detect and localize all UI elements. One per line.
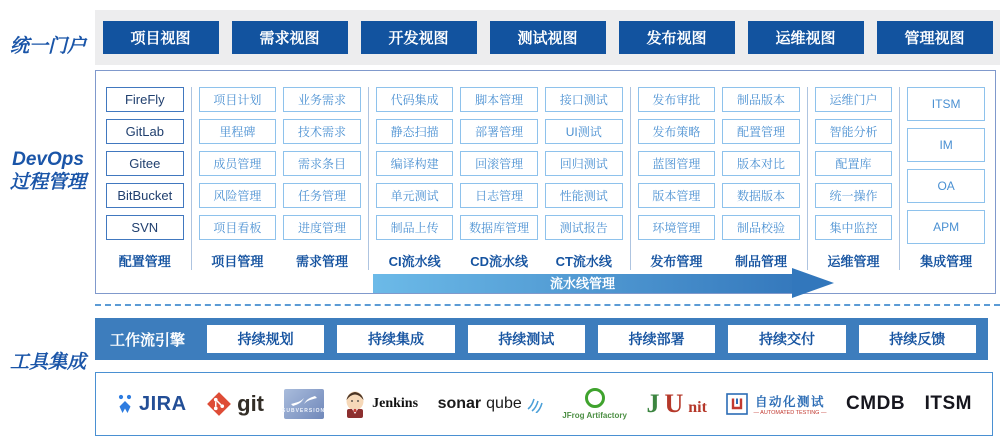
module-box[interactable]: 技术需求 bbox=[283, 119, 361, 144]
portal-view-button[interactable]: 测试视图 bbox=[490, 21, 606, 54]
subversion-icon bbox=[284, 389, 324, 419]
module-box[interactable]: GitLab bbox=[106, 119, 184, 144]
stage-button[interactable]: 持续规划 bbox=[207, 325, 324, 353]
column-group-divider bbox=[807, 87, 808, 270]
portal-view-button[interactable]: 发布视图 bbox=[619, 21, 735, 54]
workflow-bar bbox=[95, 318, 988, 360]
automated-testing-text bbox=[753, 392, 826, 416]
jira-logo bbox=[116, 393, 187, 416]
sonarqube-logo bbox=[438, 395, 543, 413]
module-box[interactable]: ITSM bbox=[907, 87, 985, 121]
module-box[interactable]: Gitee bbox=[106, 151, 184, 176]
module-box[interactable]: 成员管理 bbox=[199, 151, 277, 176]
module-box[interactable]: 业务需求 bbox=[283, 87, 361, 112]
module-box[interactable]: OA bbox=[907, 169, 985, 203]
jfrog-artifactory-logo bbox=[562, 388, 627, 420]
unified-portal-label: 统一门户 bbox=[9, 36, 86, 57]
module-box[interactable]: 集中监控 bbox=[815, 215, 893, 240]
jfrog-ring-icon bbox=[585, 388, 605, 408]
git-logo bbox=[206, 391, 264, 417]
process-management-panel bbox=[95, 70, 996, 294]
subversion-swoosh-icon bbox=[289, 394, 319, 408]
portal-view-button[interactable]: 开发视图 bbox=[361, 21, 477, 54]
module-box[interactable]: 配置库 bbox=[815, 151, 893, 176]
module-box-list bbox=[545, 87, 623, 244]
sonarqube-wordmark-bold: sonar bbox=[437, 395, 482, 412]
cmdb-logo: CMDB bbox=[846, 393, 906, 414]
column-label: 项目管理 bbox=[211, 254, 264, 269]
pipeline-arrow-label: 流水线管理 bbox=[549, 276, 615, 291]
module-box[interactable]: 脚本管理 bbox=[460, 87, 538, 112]
module-box[interactable]: SVN bbox=[106, 215, 184, 240]
workflow-engine-label: 工作流引擎 bbox=[110, 331, 186, 349]
jenkins-wordmark: Jenkins bbox=[372, 396, 419, 411]
module-box[interactable]: 代码集成 bbox=[376, 87, 454, 112]
column-label: 制品管理 bbox=[734, 254, 787, 269]
dashed-divider bbox=[95, 304, 1000, 306]
module-box[interactable]: 统一操作 bbox=[815, 183, 893, 208]
module-box[interactable]: 风险管理 bbox=[199, 183, 277, 208]
module-box-list bbox=[199, 87, 277, 244]
subversion-logo bbox=[284, 389, 324, 419]
process-column bbox=[815, 87, 893, 270]
jenkins-butler-icon bbox=[343, 390, 367, 418]
jira-wordmark: JIRA bbox=[139, 392, 187, 415]
stage-button[interactable]: 持续集成 bbox=[337, 325, 454, 353]
portal-view-button[interactable]: 管理视图 bbox=[877, 21, 993, 54]
sonarqube-waves-icon bbox=[527, 395, 543, 413]
module-box[interactable]: 运维门户 bbox=[815, 87, 893, 112]
process-column bbox=[376, 87, 454, 270]
module-box[interactable]: 测试报告 bbox=[545, 215, 623, 240]
junit-u: U bbox=[664, 389, 684, 418]
git-icon bbox=[206, 391, 232, 417]
jfrog-wordmark: JFrog Artifactory bbox=[562, 411, 627, 420]
portal-view-button[interactable]: 运维视图 bbox=[748, 21, 864, 54]
module-box[interactable]: 接口测试 bbox=[545, 87, 623, 112]
module-box[interactable]: 数据版本 bbox=[722, 183, 800, 208]
module-box[interactable]: 编译构建 bbox=[376, 151, 454, 176]
module-box[interactable]: 配置管理 bbox=[722, 119, 800, 144]
column-group-divider bbox=[368, 87, 369, 270]
junit-j: J bbox=[646, 389, 660, 418]
process-column bbox=[638, 87, 716, 270]
module-box[interactable]: 任务管理 bbox=[283, 183, 361, 208]
process-column bbox=[722, 87, 800, 270]
process-column bbox=[545, 87, 623, 270]
module-box[interactable]: IM bbox=[907, 128, 985, 162]
module-box[interactable]: 里程碑 bbox=[199, 119, 277, 144]
module-box[interactable]: 回归测试 bbox=[545, 151, 623, 176]
column-label: 集成管理 bbox=[920, 254, 973, 269]
jira-icon bbox=[116, 394, 134, 414]
junit-logo bbox=[646, 389, 706, 419]
module-box-list bbox=[907, 87, 985, 244]
module-box[interactable]: 制品校验 bbox=[722, 215, 800, 240]
module-box[interactable]: 进度管理 bbox=[283, 215, 361, 240]
module-box[interactable]: UI测试 bbox=[545, 119, 623, 144]
module-box-list bbox=[638, 87, 716, 244]
subversion-wordmark: SUBVERSION bbox=[282, 408, 326, 414]
automated-testing-en: — AUTOMATED TESTING — bbox=[753, 410, 827, 416]
module-box[interactable]: 智能分析 bbox=[815, 119, 893, 144]
module-box[interactable]: 项目计划 bbox=[199, 87, 277, 112]
process-column bbox=[106, 87, 184, 270]
portal-views-band bbox=[95, 10, 1000, 65]
stage-button[interactable]: 持续交付 bbox=[728, 325, 845, 353]
git-wordmark: git bbox=[237, 391, 265, 416]
module-box-list bbox=[815, 87, 893, 244]
stage-button[interactable]: 持续部署 bbox=[598, 325, 715, 353]
module-box[interactable]: 部署管理 bbox=[460, 119, 538, 144]
tool-integration-label: 工具集成 bbox=[9, 352, 86, 373]
module-box[interactable]: 发布审批 bbox=[638, 87, 716, 112]
pipeline-arrow-head-icon bbox=[792, 268, 834, 298]
jenkins-logo bbox=[343, 390, 418, 418]
column-group-divider bbox=[899, 87, 900, 270]
process-column bbox=[907, 87, 985, 270]
sonarqube-wordmark-light: qube bbox=[486, 395, 522, 412]
column-label: 发布管理 bbox=[650, 254, 703, 269]
itsm-logo: ITSM bbox=[924, 393, 972, 414]
automated-testing-cn: 自动化测试 bbox=[754, 395, 825, 409]
module-box[interactable]: 版本管理 bbox=[638, 183, 716, 208]
module-box[interactable]: 环境管理 bbox=[638, 215, 716, 240]
devops-process-label-line1: DevOps bbox=[12, 149, 84, 170]
module-box[interactable]: BitBucket bbox=[106, 183, 184, 208]
module-box[interactable]: 性能测试 bbox=[545, 183, 623, 208]
devops-process-label-line2: 过程管理 bbox=[9, 172, 86, 193]
junit-nit: nit bbox=[688, 399, 707, 416]
module-box[interactable]: 数据库管理 bbox=[460, 215, 538, 240]
module-box[interactable]: 回滚管理 bbox=[460, 151, 538, 176]
stage-button[interactable]: 持续反馈 bbox=[859, 325, 976, 353]
module-box-list bbox=[376, 87, 454, 244]
module-box[interactable]: 静态扫描 bbox=[376, 119, 454, 144]
process-column bbox=[199, 87, 277, 270]
column-label: 运维管理 bbox=[827, 254, 880, 269]
module-box[interactable]: 发布策略 bbox=[638, 119, 716, 144]
module-box[interactable]: 项目看板 bbox=[199, 215, 277, 240]
module-box[interactable]: 版本对比 bbox=[722, 151, 800, 176]
module-box-list bbox=[722, 87, 800, 244]
column-group-divider bbox=[191, 87, 192, 270]
column-label: CD流水线 bbox=[470, 254, 529, 269]
module-box[interactable]: 制品上传 bbox=[376, 215, 454, 240]
automated-testing-icon bbox=[726, 393, 748, 415]
module-box[interactable]: 制品版本 bbox=[722, 87, 800, 112]
module-box[interactable]: 蓝图管理 bbox=[638, 151, 716, 176]
module-box-list bbox=[106, 87, 184, 244]
stage-button[interactable]: 持续测试 bbox=[468, 325, 585, 353]
process-column bbox=[283, 87, 361, 270]
process-column bbox=[460, 87, 538, 270]
column-label: 需求管理 bbox=[295, 254, 348, 269]
module-box-list bbox=[283, 87, 361, 244]
devops-process-label bbox=[0, 148, 96, 194]
portal-view-button[interactable]: 需求视图 bbox=[232, 21, 348, 54]
module-box[interactable]: 日志管理 bbox=[460, 183, 538, 208]
column-group-divider bbox=[630, 87, 631, 270]
module-box[interactable]: 单元测试 bbox=[376, 183, 454, 208]
module-box[interactable]: FireFly bbox=[106, 87, 184, 112]
column-label: 配置管理 bbox=[118, 254, 171, 269]
workflow-stages bbox=[207, 325, 976, 353]
automated-testing-logo bbox=[726, 392, 826, 416]
process-columns bbox=[106, 87, 985, 270]
column-label: CT流水线 bbox=[555, 254, 612, 269]
module-box[interactable]: 需求条目 bbox=[283, 151, 361, 176]
portal-view-button[interactable]: 项目视图 bbox=[103, 21, 219, 54]
module-box-list bbox=[460, 87, 538, 244]
column-label: CI流水线 bbox=[388, 254, 441, 269]
tool-logos-panel bbox=[95, 372, 993, 436]
module-box[interactable]: APM bbox=[907, 210, 985, 244]
